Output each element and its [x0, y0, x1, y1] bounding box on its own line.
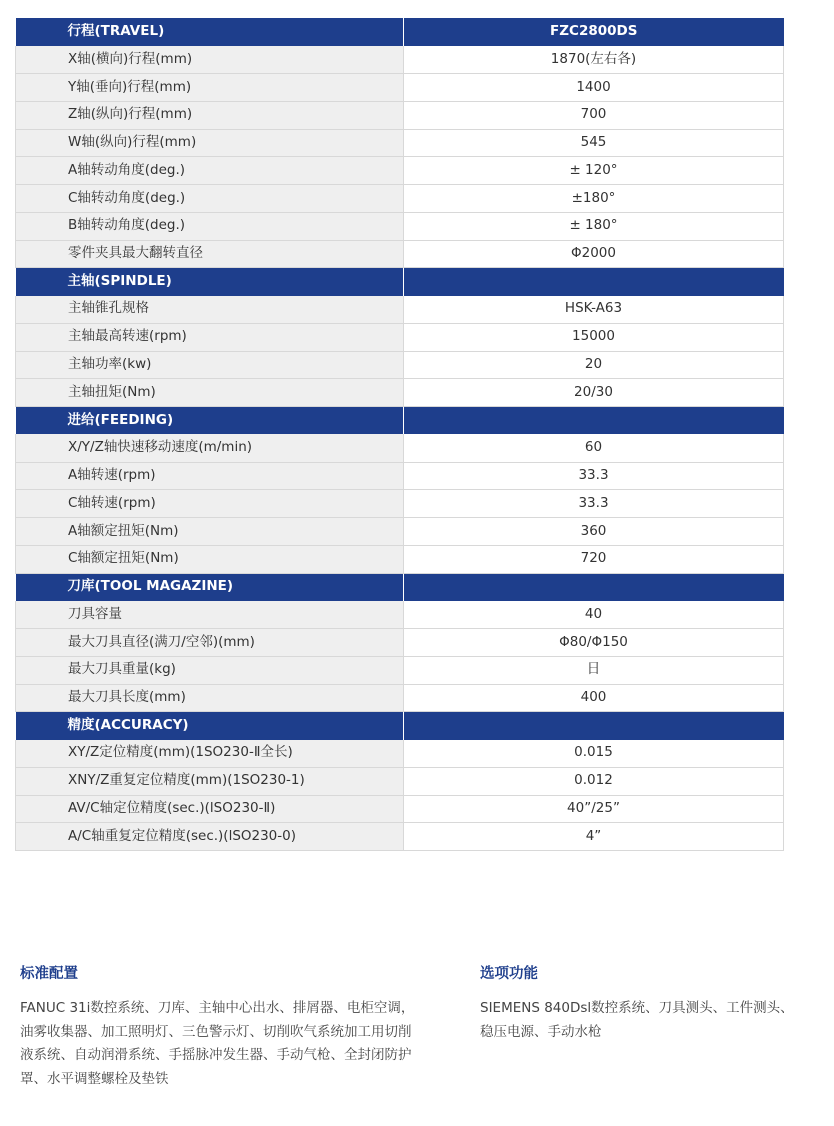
spec-name: A轴转动角度(deg.)	[16, 157, 404, 185]
table-row	[16, 767, 784, 795]
section-title: 刀库(TOOL MAGAZINE)	[16, 573, 404, 601]
optional-features-title: 选项功能	[480, 966, 538, 982]
table-row	[16, 656, 784, 684]
spec-name: 主轴最高转速(rpm)	[16, 323, 404, 351]
spec-value: 日	[404, 656, 784, 684]
spec-table-body	[16, 18, 784, 851]
table-row	[16, 240, 784, 268]
spec-table	[15, 18, 784, 851]
spec-name: Z轴(纵向)行程(mm)	[16, 101, 404, 129]
spec-value: 60	[404, 434, 784, 462]
section-header-row	[16, 268, 784, 296]
section-title: 行程(TRAVEL)	[16, 18, 404, 46]
section-value-header	[404, 573, 784, 601]
section-header-row	[16, 407, 784, 435]
section-header-row	[16, 573, 784, 601]
table-row	[16, 46, 784, 74]
spec-value: 720	[404, 545, 784, 573]
spec-value: ± 180°	[404, 212, 784, 240]
spec-value: 15000	[404, 323, 784, 351]
spec-name: C轴额定扭矩(Nm)	[16, 545, 404, 573]
spec-name: C轴转动角度(deg.)	[16, 185, 404, 213]
standard-config-title: 标准配置	[20, 966, 78, 982]
spec-name: 最大刀具直径(满刀/空邻)(mm)	[16, 629, 404, 657]
spec-value: 0.012	[404, 767, 784, 795]
table-row	[16, 545, 784, 573]
spec-value: 1400	[404, 74, 784, 102]
table-row	[16, 434, 784, 462]
optional-features-block	[480, 962, 800, 1044]
spec-value: 33.3	[404, 490, 784, 518]
spec-value: 1870(左右各)	[404, 46, 784, 74]
spec-value: Φ80/Φ150	[404, 629, 784, 657]
table-row	[16, 323, 784, 351]
spec-value: 400	[404, 684, 784, 712]
table-row	[16, 101, 784, 129]
section-header-row	[16, 18, 784, 46]
table-row	[16, 629, 784, 657]
spec-name: W轴(纵向)行程(mm)	[16, 129, 404, 157]
table-row	[16, 185, 784, 213]
spec-name: X/Y/Z轴快速移动速度(m/min)	[16, 434, 404, 462]
table-row	[16, 684, 784, 712]
spec-name: A轴额定扭矩(Nm)	[16, 518, 404, 546]
table-row	[16, 129, 784, 157]
spec-name: 最大刀具重量(kg)	[16, 656, 404, 684]
spec-name: 主轴锥孔规格	[16, 296, 404, 324]
standard-config-text: FANUC 31i数控系统、刀库、主轴中心出水、排屑器、电柜空调，油雾收集器、加工照明灯、三色警示灯、切削吹气系统加工用切削液系统、自动润滑系统、手摇脉冲发生器、手动气枪、全封闭防护罩、水平调整螺栓及垫铁	[20, 1000, 415, 1087]
spec-name: B轴转动角度(deg.)	[16, 212, 404, 240]
spec-value: ± 120°	[404, 157, 784, 185]
spec-name: AV/C轴定位精度(sec.)(lSO230-Ⅱ)	[16, 795, 404, 823]
spec-name: 零件夹具最大翻转直径	[16, 240, 404, 268]
spec-value: 20/30	[404, 379, 784, 407]
spec-name: Y轴(垂向)行程(mm)	[16, 74, 404, 102]
spec-value: 40”/25”	[404, 795, 784, 823]
table-row	[16, 212, 784, 240]
spec-value: 33.3	[404, 462, 784, 490]
table-row	[16, 518, 784, 546]
spec-name: A轴转速(rpm)	[16, 462, 404, 490]
section-value-header	[404, 268, 784, 296]
spec-value: HSK-A63	[404, 296, 784, 324]
spec-name: 主轴功率(kw)	[16, 351, 404, 379]
spec-name: X轴(横向)行程(mm)	[16, 46, 404, 74]
spec-value: 4”	[404, 823, 784, 851]
spec-name: C轴转速(rpm)	[16, 490, 404, 518]
section-value-header	[404, 712, 784, 740]
section-value-header: FZC2800DS	[404, 18, 784, 46]
table-row	[16, 157, 784, 185]
spec-value: ±180°	[404, 185, 784, 213]
spec-name: A/C轴重复定位精度(sec.)(lSO230-0)	[16, 823, 404, 851]
optional-features-text: SIEMENS 840Dsl数控系统、刀具测头、工件测头、稳压电源、手动水枪	[480, 1000, 794, 1040]
table-row	[16, 74, 784, 102]
spec-value: 20	[404, 351, 784, 379]
table-row	[16, 823, 784, 851]
section-title: 精度(ACCURACY)	[16, 712, 404, 740]
spec-value: 0.015	[404, 740, 784, 768]
spec-name: XY/Z定位精度(mm)(1SO230-Ⅱ全长)	[16, 740, 404, 768]
spec-value: 545	[404, 129, 784, 157]
spec-name: 主轴扭矩(Nm)	[16, 379, 404, 407]
spec-value: 40	[404, 601, 784, 629]
spec-value: Φ2000	[404, 240, 784, 268]
table-row	[16, 601, 784, 629]
table-row	[16, 351, 784, 379]
section-title: 进给(FEEDING)	[16, 407, 404, 435]
spec-name: 刀具容量	[16, 601, 404, 629]
spec-name: XNY/Z重复定位精度(mm)(1SO230-1)	[16, 767, 404, 795]
spec-value: 700	[404, 101, 784, 129]
standard-config-block	[20, 962, 415, 1091]
section-title: 主轴(SPINDLE)	[16, 268, 404, 296]
table-row	[16, 296, 784, 324]
table-row	[16, 379, 784, 407]
table-row	[16, 740, 784, 768]
section-value-header	[404, 407, 784, 435]
spec-name: 最大刀具长度(mm)	[16, 684, 404, 712]
spec-value: 360	[404, 518, 784, 546]
table-row	[16, 795, 784, 823]
table-row	[16, 462, 784, 490]
section-header-row	[16, 712, 784, 740]
table-row	[16, 490, 784, 518]
